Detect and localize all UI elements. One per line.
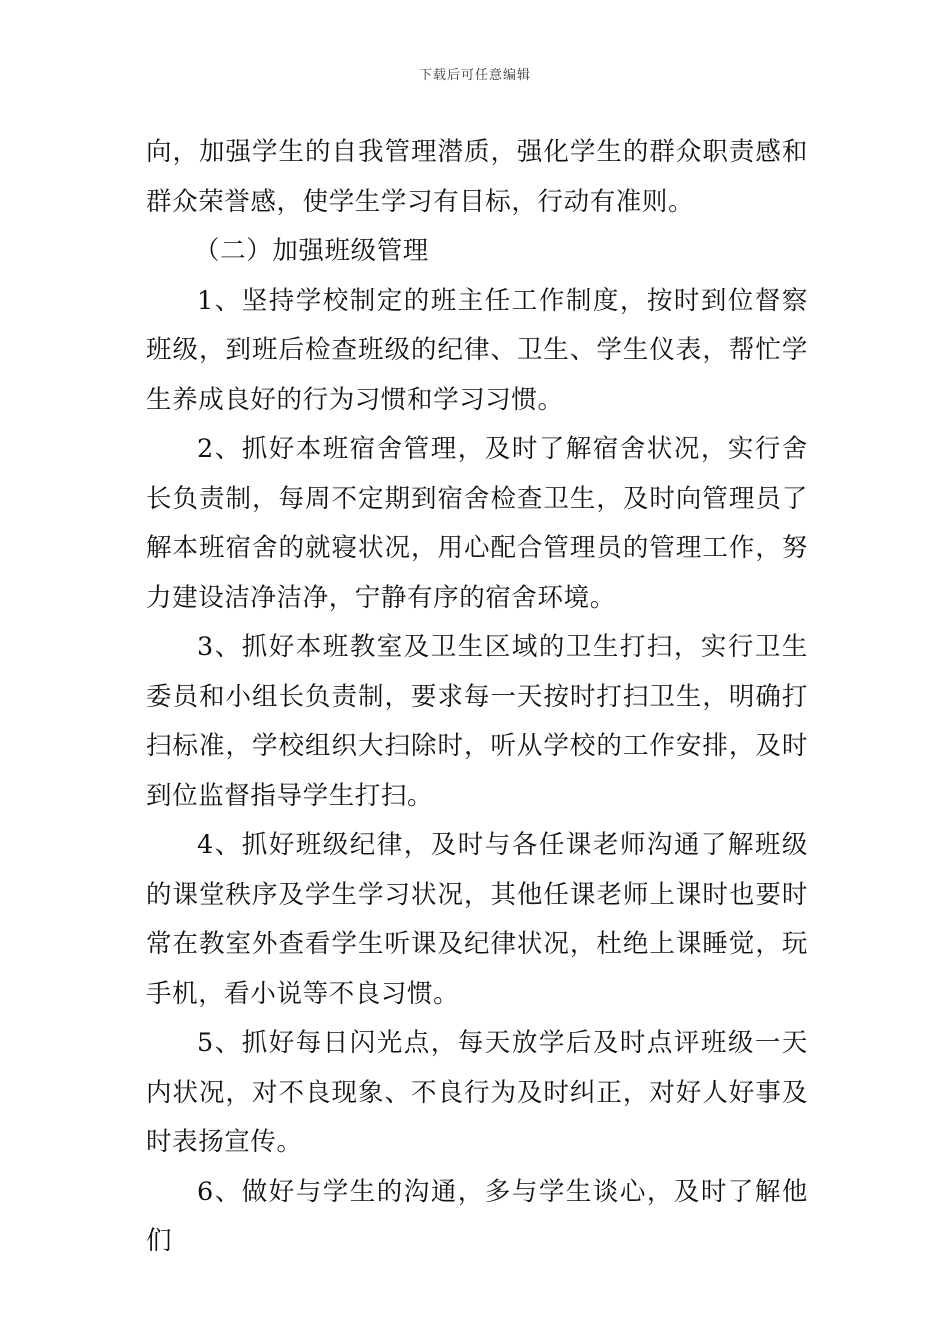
continuation-paragraph: 向，加强学生的自我管理潜质，强化学生的群众职责感和群众荣誉感，使学生学习有目标，行动有准则。 xyxy=(146,137,808,217)
list-item-2: 2、抓好本班宿舍管理，及时了解宿舍状况，实行舍长负责制，每周不定期到宿舍检查卫生，及时向管理员了解本班宿舍的就寝状况，用心配合管理员的管理工作，努力建设洁净洁净，宁静有序的宿舍环境。 xyxy=(146,434,808,613)
list-item-4: 4、抓好班级纪律，及时与各任课老师沟通了解班级的课堂秩序及学生学习状况，其他任课老师上课时也要时常在教室外查看学生听课及纪律状况，杜绝上课睡觉，玩手机，看小说等不良习惯。 xyxy=(146,830,808,1009)
document-body xyxy=(146,128,808,1267)
list-item-1: 1、坚持学校制定的班主任工作制度，按时到位督察班级，到班后检查班级的纪律、卫生、学生仪表，帮忙学生养成良好的行为习惯和学习习惯。 xyxy=(146,285,808,415)
list-item-6: 6、做好与学生的沟通，多与学生谈心，及时了解他们 xyxy=(146,1176,808,1256)
section-heading: （二）加强班级管理 xyxy=(194,236,429,266)
page-header-note: 下载后可任意编辑 xyxy=(418,68,531,83)
list-item-3: 3、抓好本班教室及卫生区域的卫生打扫，实行卫生委员和小组长负责制，要求每一天按时打扫卫生，明确打扫标准，学校组织大扫除时，听从学校的工作安排，及时到位监督指导学生打扫。 xyxy=(146,632,808,811)
list-item-5: 5、抓好每日闪光点，每天放学后及时点评班级一天内状况，对不良现象、不良行为及时纠正，对好人好事及时表扬宣传。 xyxy=(146,1028,808,1157)
